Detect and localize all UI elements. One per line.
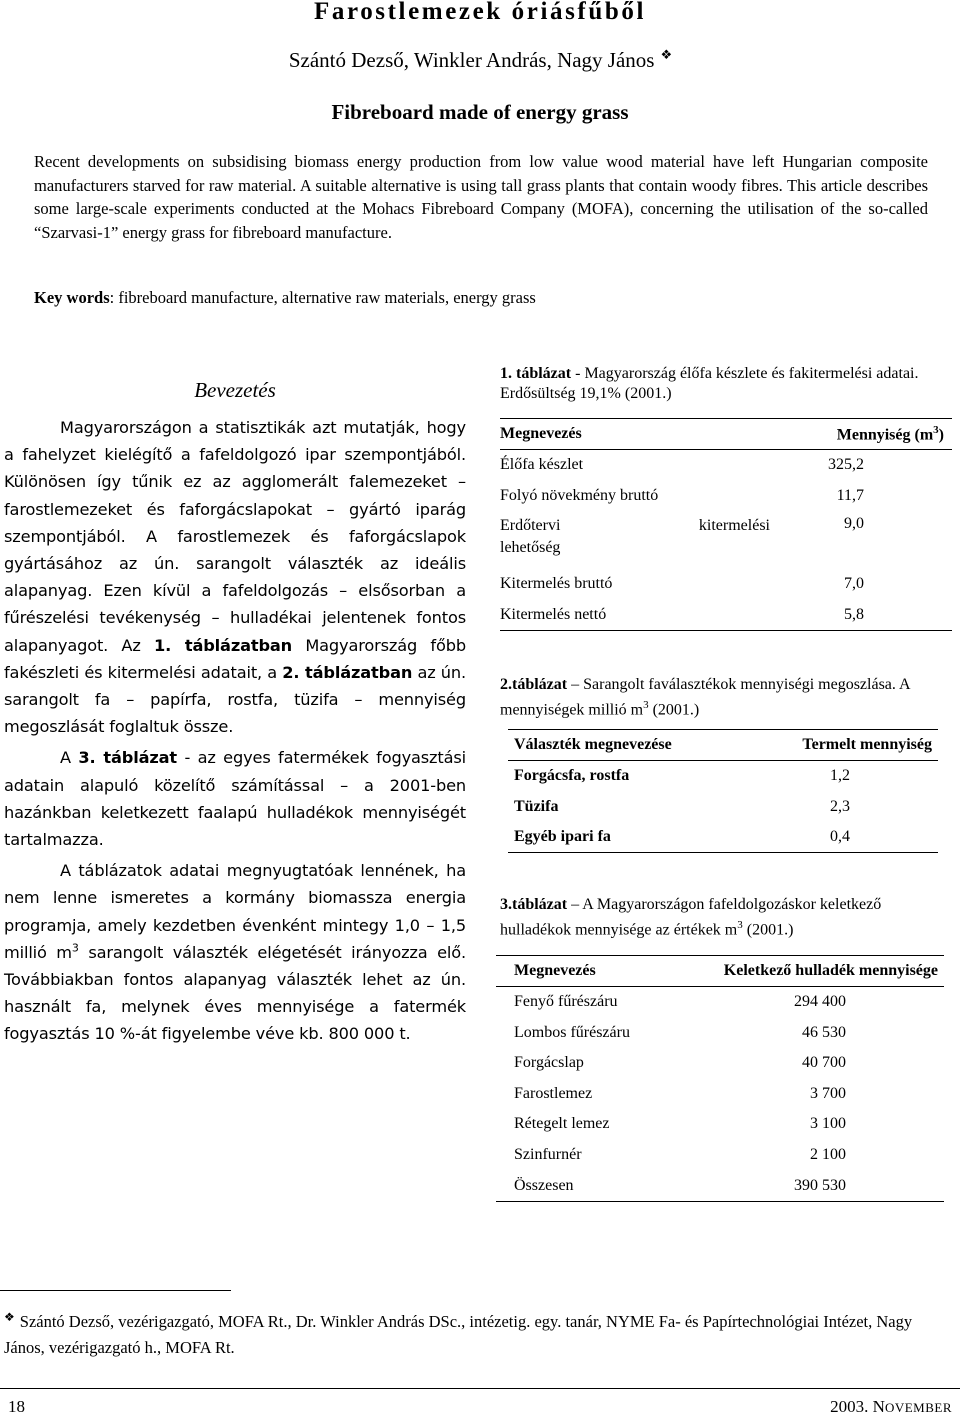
intro-paragraph-1: Magyarországon a statisztikák azt mutatják, hogy a fahelyzet kielégítő a fafeldolgozó ipar szempontjából. Különösen így tűnik ez az agglomerált falemezeket – farostlemezeket és faforgácslapokat – gyártó iparág szempontjából. A farostlemezek és faforgácslapok gyártásához az ún. sarangolt választék az ideális alapanyag. Ezen kívül a fafeldolgozás – elsősorban a fűrészelési tevékenység – hulladékai jelentenek fontos alapanyagot. Az: [4, 418, 466, 655]
table-1-caption-text: - Magyarország élőfa készlete és fakitermelési adatai. Erdősültség 19,1% (2001.): [500, 365, 919, 402]
table-3-caption-sup: 3: [737, 919, 743, 932]
table-row: [496, 1079, 944, 1110]
table-cell-name: Egyéb ipari fa: [514, 828, 611, 846]
introduction-body: [4, 414, 466, 1048]
table-cell-name: Farostlemez: [514, 1084, 593, 1102]
table-cell-value: 2,3: [830, 797, 850, 815]
paper-title: Farostlemezek óriásfűből: [313, 0, 647, 25]
issue-date-month: OVEMBER: [884, 1400, 952, 1415]
table-row: [496, 1048, 944, 1079]
table-cell-value: 0,4: [830, 828, 850, 846]
table-cell-name: Szinfurnér: [514, 1146, 582, 1164]
table-1-header-name: Megnevezés: [500, 425, 582, 442]
table-cell-name: Kitermelés bruttó: [500, 575, 613, 593]
table-1-reference: 1. táblázatban: [153, 635, 293, 655]
keywords-label: Key words: [34, 288, 110, 307]
abstract-text: Recent developments on subsidising biomass energy production from low value wood material have left Hungarian composite manufacturers starved for raw material. A suitable alternative is using tall grass plants that contain woody fibres. This article describes some large-scale experiments conducted at the Mohacs Fibreboard Company (MOFA), concerning the utilisation of the so-called “Szarvasi-1” energy grass for fibreboard manufacture.: [34, 152, 928, 242]
table-cell-value: 11,7: [836, 486, 864, 504]
table-cell-value: 40 700: [802, 1054, 846, 1072]
table-cell-name: Tüzifa: [514, 797, 559, 815]
table-1-header-value-text: Mennyiség (m: [836, 426, 934, 444]
issue-date: [830, 1397, 952, 1417]
introduction-column: [4, 378, 466, 1048]
intro-paragraph-1-mid: Magyarország főbb fakészleti és kitermelési adatait, a: [4, 635, 466, 682]
table-cell-name: Rétegelt lemez: [514, 1115, 610, 1133]
table-2-caption-text: – Sarangolt faválasztékok mennyiségi megoszlása. A mennyiségek millió m: [500, 676, 910, 719]
footnote-text: Szántó Dezső, vezérigazgató, MOFA Rt., Dr. Winkler András DSc., intézetig. egy. tanár, NYME Fa- és Papírtechnológiai Intézet, Nagy János, vezérigazgató h., MOFA Rt.: [4, 1312, 913, 1357]
table-cell-value: 2 100: [810, 1146, 846, 1164]
table-3-caption: [500, 895, 952, 940]
table-cell-name: Forgácsfa, rostfa: [514, 767, 630, 784]
table-row: [496, 986, 944, 1017]
table-1-caption-label: 1. táblázat: [500, 365, 572, 382]
table-1-body: [500, 450, 952, 631]
author-note-marker-icon: ❖: [660, 47, 672, 62]
table-1-header-close: ): [938, 426, 944, 444]
table-cell-value: 9,0: [844, 515, 864, 533]
page-number: 18: [8, 1397, 25, 1416]
table-2-caption: [500, 675, 952, 720]
table-cell-name: Élőfa készlet: [500, 456, 584, 474]
table-2-caption-sup: 3: [643, 699, 649, 712]
intro-paragraph-2-start: A: [60, 748, 79, 768]
table-cell-value: 46 530: [802, 1023, 846, 1041]
table-2-header-value: Termelt mennyiség: [802, 735, 932, 753]
table-1-header-row: [500, 419, 952, 450]
table-2-reference: 2. táblázatban: [282, 662, 413, 682]
footer-rule: [0, 1388, 960, 1389]
table-2-caption-end: (2001.): [648, 701, 700, 719]
table-row: [496, 1170, 944, 1201]
author-line: [0, 48, 960, 73]
table-2-caption-label: 2.táblázat: [500, 676, 568, 694]
intro-paragraph-2: [4, 744, 466, 853]
table-3-body: [496, 986, 944, 1201]
table-cell-value: 3 700: [810, 1084, 846, 1102]
footnote-marker-icon: ❖: [4, 1310, 14, 1324]
keywords-text: : fibreboard manufacture, alternative raw materials, energy grass: [109, 288, 536, 307]
table-cell-value: 390 530: [794, 1176, 846, 1194]
table-row: [500, 511, 952, 569]
table-row: [500, 600, 952, 631]
intro-paragraph-3-end: sarangolt választék elégetését irányozza elő. Továbbiakban fontos alapanyag választék lehet az ún. használt fa, melynek éves mennyisége a fatermék fogyasztás 10 %-át figyelembe véve kb. 800 000 t.: [4, 942, 466, 1044]
table-cell-name: Folyó növekmény bruttó: [500, 486, 659, 504]
table-cell-name: Kitermelés nettó: [500, 606, 607, 624]
table-2-header-name: Választék megnevezése: [514, 735, 672, 753]
table-3-header-name: Megnevezés: [514, 961, 596, 979]
english-title: Fibreboard made of energy grass: [331, 100, 629, 124]
table-cell-value: 325,2: [828, 456, 864, 474]
intro-paragraph-3-sup: 3: [71, 941, 79, 955]
table-cell-value: 1,2: [830, 767, 850, 784]
table-row: [508, 822, 938, 853]
table-1: [500, 418, 952, 631]
table-3-caption-text: – A Magyarországon fafeldolgozáskor keletkező hulladékok mennyisége az értékek m: [500, 896, 882, 939]
intro-paragraph-3-start: A táblázatok adatai megnyugtatóak lennének, ha nem lenne ismeretes a kormány biomassza energia programja, amely kezdetben évenként mintegy 1,0 – 1,5 millió m: [4, 861, 466, 962]
table-3-header-row: [496, 955, 944, 986]
section-heading-bevezetes: Bevezetés: [194, 378, 276, 402]
table-cell-value: 5,8: [844, 606, 864, 624]
intro-paragraph-2-end: - az egyes fatermékek fogyasztási adatain alapuló közelítő számítással – a 2001-ben hazánkban keletkezett faalapú hulladékok mennyiségét tartalmazza.: [4, 748, 467, 850]
table-2: [508, 729, 938, 854]
table-3-caption-label: 3.táblázat: [500, 896, 568, 914]
table-cell-value: 294 400: [794, 993, 846, 1011]
keywords-line: [34, 286, 928, 309]
table-row: [508, 791, 938, 822]
table-2-body: [508, 760, 938, 853]
table-3-caption-end: (2001.): [742, 921, 794, 939]
table-cell-value: 7,0: [844, 575, 864, 593]
authors-names: Szántó Dezső, Winkler András, Nagy János: [288, 48, 655, 72]
table-row: [500, 481, 952, 512]
table-row: [496, 1017, 944, 1048]
table-2-header-row: [508, 729, 938, 760]
table-cell-name: Forgácslap: [514, 1054, 584, 1072]
table-1-header-value: [770, 419, 952, 450]
table-cell-value: 3 100: [810, 1115, 846, 1133]
footnote-rule: [0, 1290, 231, 1291]
table-cell-name: Összesen: [514, 1176, 574, 1194]
table-3-header-value: Keletkező hulladék mennyisége: [723, 961, 938, 979]
footnote: [4, 1310, 942, 1359]
table-1-caption: [500, 364, 952, 404]
intro-paragraph-1-end: az ún. sarangolt fa – papírfa, rostfa, tüzifa – mennyiség megoszlását foglaltuk össze.: [4, 662, 466, 737]
table-row: [496, 1109, 944, 1140]
table-cell-name: Fenyő fűrészáru: [514, 993, 618, 1011]
table-row: [500, 569, 952, 600]
table-row: [496, 1140, 944, 1171]
intro-paragraph-3: [4, 857, 466, 1047]
table-cell-name: Erdőtervi kitermelési lehetőség: [500, 517, 770, 557]
table-3-reference: 3. táblázat: [78, 748, 178, 768]
tables-column: [500, 364, 952, 1202]
table-cell-name: Lombos fűrészáru: [514, 1023, 630, 1041]
table-row: [508, 760, 938, 791]
table-row: [500, 450, 952, 481]
table-3: [496, 955, 944, 1202]
issue-date-year: 2003. N: [830, 1397, 885, 1416]
table-1-header-sup: 3: [933, 423, 939, 436]
